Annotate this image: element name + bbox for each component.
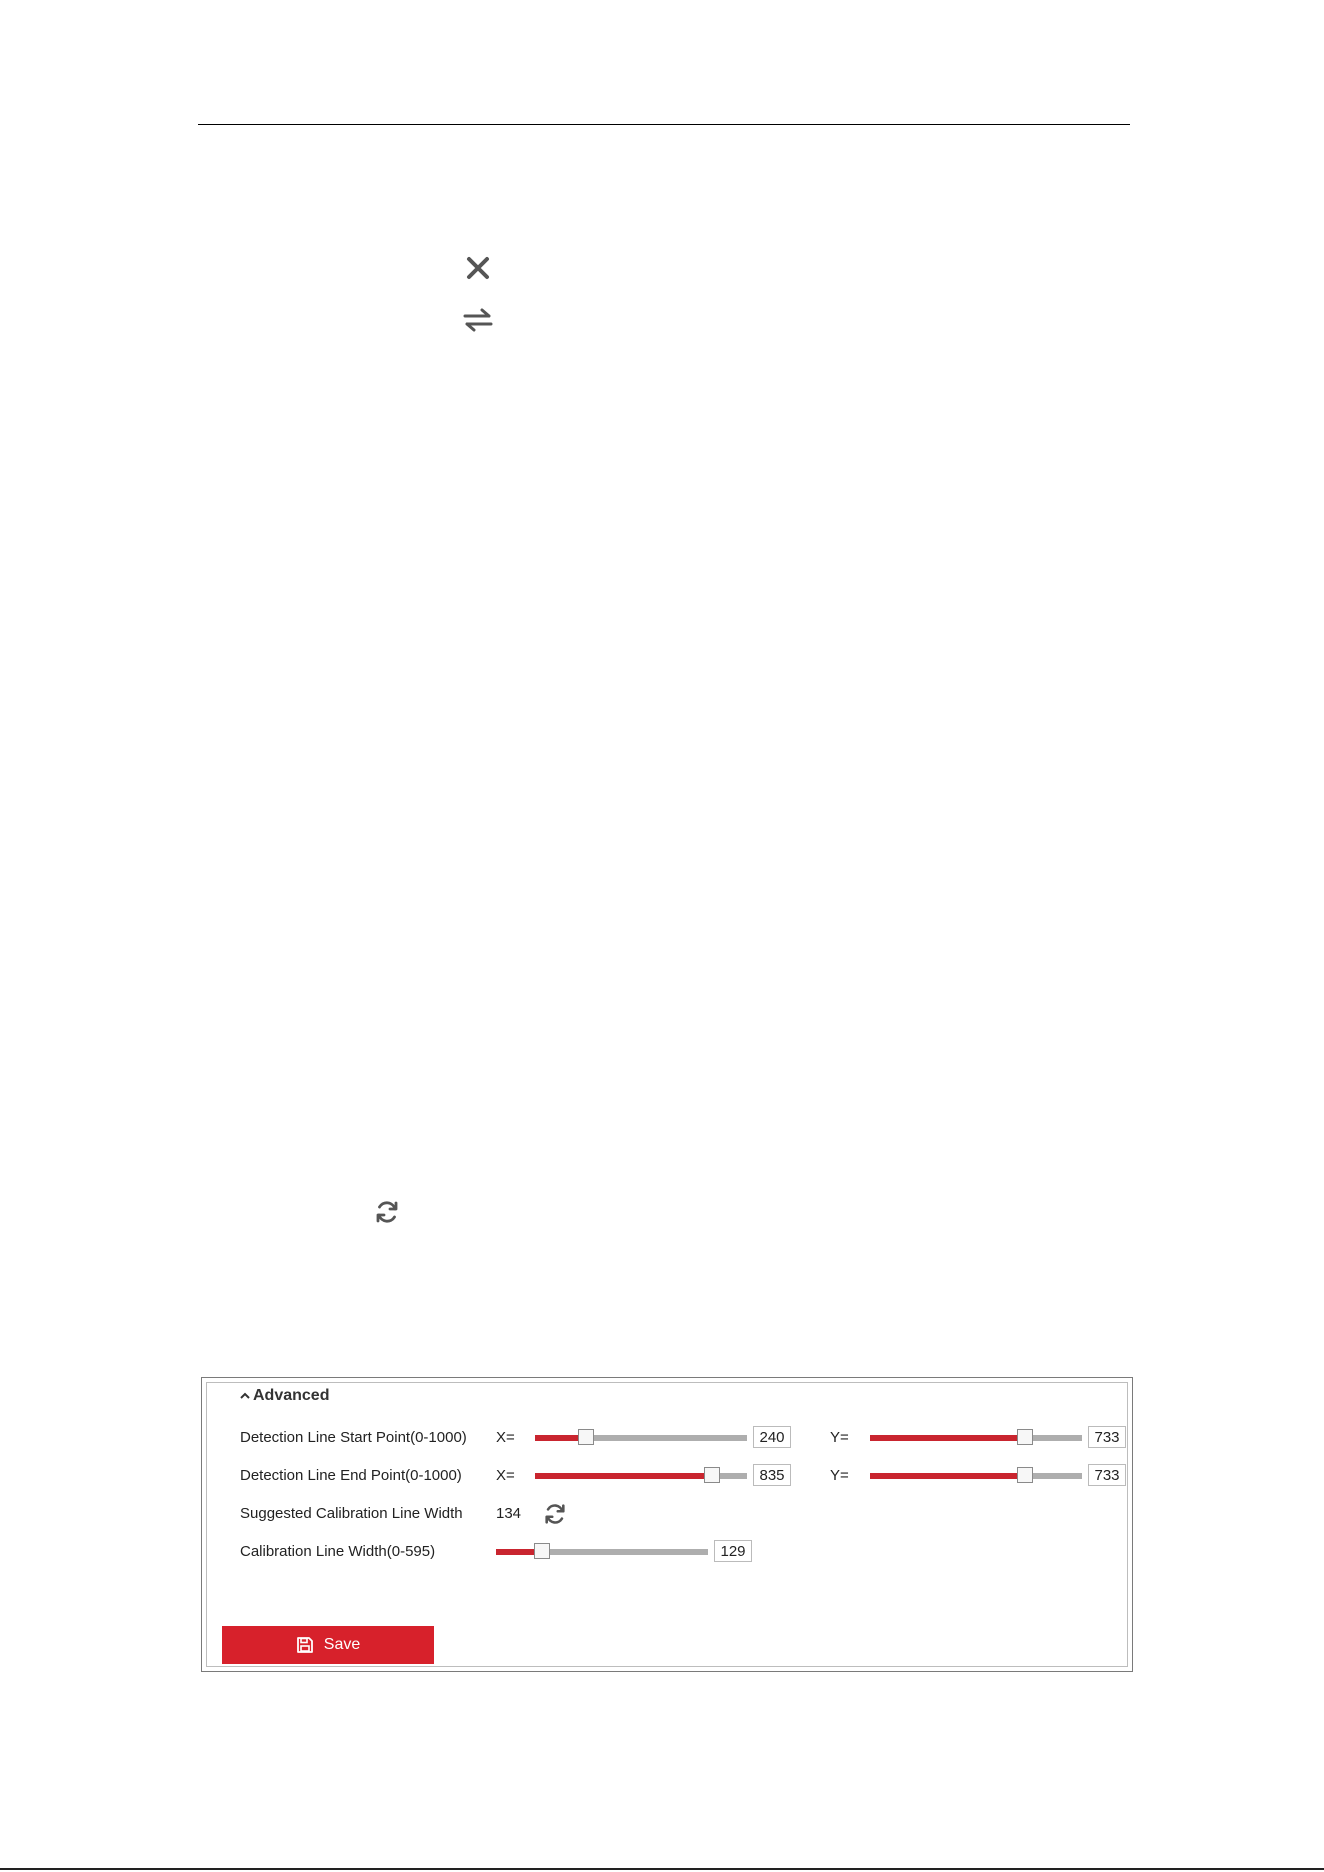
end-y-label: Y= (830, 1467, 849, 1484)
slider-fill (870, 1435, 1025, 1441)
save-button[interactable] (222, 1626, 434, 1664)
end-x-value[interactable]: 835 (753, 1464, 791, 1486)
start-point-label: Detection Line Start Point(0-1000) (240, 1429, 467, 1446)
save-button-label: Save (323, 1636, 361, 1653)
end-y-value[interactable]: 733 (1088, 1464, 1126, 1486)
close-icon (462, 252, 494, 284)
calibration-width-slider[interactable] (496, 1540, 708, 1564)
end-point-label: Detection Line End Point(0-1000) (240, 1467, 462, 1484)
refresh-suggested-width-button[interactable] (542, 1502, 568, 1526)
end-x-label: X= (496, 1467, 515, 1484)
calibration-width-label: Calibration Line Width(0-595) (240, 1543, 436, 1560)
advanced-toggle[interactable] (240, 1387, 329, 1405)
slider-fill (535, 1473, 712, 1479)
slider-thumb[interactable] (578, 1429, 594, 1445)
slider-thumb[interactable] (1017, 1467, 1033, 1483)
calibration-width-value[interactable]: 129 (714, 1540, 752, 1562)
start-y-value[interactable]: 733 (1088, 1426, 1126, 1448)
refresh-icon (371, 1196, 403, 1228)
slider-thumb[interactable] (534, 1543, 550, 1559)
end-y-slider[interactable] (870, 1464, 1082, 1488)
advanced-settings-panel (201, 1377, 1133, 1672)
suggested-width-value: 134 (496, 1505, 522, 1522)
page-footer-rule (0, 1868, 1324, 1870)
suggested-width-label: Suggested Calibration Line Width (240, 1505, 463, 1522)
slider-thumb[interactable] (1017, 1429, 1033, 1445)
advanced-title: Advanced (253, 1387, 330, 1404)
end-point-row (240, 1464, 1128, 1488)
page-header-rule (198, 124, 1130, 125)
start-x-label: X= (496, 1429, 515, 1446)
swap-direction-icon (462, 304, 494, 336)
suggested-width-row (240, 1502, 1128, 1526)
calibration-width-row (240, 1540, 1128, 1564)
caret-up-icon (240, 1392, 250, 1400)
slider-thumb[interactable] (704, 1467, 720, 1483)
slider-fill (870, 1473, 1025, 1479)
refresh-icon (543, 1502, 567, 1526)
start-x-slider[interactable] (535, 1426, 747, 1450)
start-x-value[interactable]: 240 (753, 1426, 791, 1448)
end-x-slider[interactable] (535, 1464, 747, 1488)
start-y-label: Y= (830, 1429, 849, 1446)
floppy-disk-icon (296, 1636, 314, 1654)
start-y-slider[interactable] (870, 1426, 1082, 1450)
start-point-row (240, 1426, 1128, 1450)
